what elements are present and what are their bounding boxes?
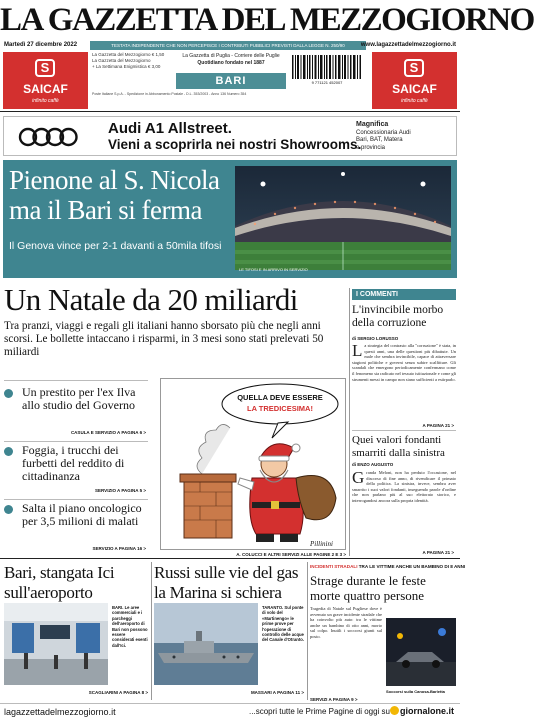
natale-deck: Tra pranzi, viaggi e regali gli italiani hanno sborsato più che negli anni scorsi. Le bollette intaccano i risparmi, in 3 mesi sono stati prelevati 50 miliardi bbox=[4, 320, 324, 358]
photo-caption: LE TIFOSI E IN ARRIVO IN SERVIZIO bbox=[239, 267, 308, 272]
divider bbox=[4, 441, 148, 442]
comment-text: a strategia del contrasto alla "corruzione" è stata, in questi anni, una delle questioni più dibattute. Un male che sembra invincibile, capace di attraversare stagioni politiche e governi senza subire scalfitture. Gli scandali che emergono periodicamente confermano come il fenomeno sia radicato nel tessuto istituzionale e come gli strumenti messi in campo non siano sufficienti a estirparlo. bbox=[352, 343, 457, 382]
dealer-name: Magnifica bbox=[356, 121, 389, 128]
page-ref: SERVIZIO A PAGINA 16 > bbox=[92, 546, 146, 551]
bari-lead-story[interactable] bbox=[3, 160, 457, 278]
newspaper-title[interactable]: LA GAZZETTA DEL MEZZOGIORNO bbox=[0, 2, 534, 38]
page-ref: SERVIZI A PAGINA 9 > bbox=[310, 697, 358, 702]
santa-cartoon-illustration bbox=[160, 378, 346, 550]
giornalone-link[interactable] bbox=[390, 706, 454, 716]
side-story-ilva[interactable] bbox=[4, 386, 148, 442]
natale-headline[interactable]: Un Natale da 20 miliardi bbox=[4, 282, 298, 317]
side-story-oncologico[interactable] bbox=[4, 502, 148, 556]
cartoonist-signature: Pillinini bbox=[310, 540, 333, 548]
stadium-photo bbox=[235, 166, 451, 270]
dealer-line: Bari, BAT, Matera bbox=[356, 137, 403, 143]
giornalone-label: giornalone.it bbox=[400, 706, 454, 716]
side-story-title[interactable]: Un prestito per l'ex Ilva allo studio del Governo bbox=[22, 385, 136, 412]
comment-body bbox=[352, 343, 456, 423]
price-line: + La Settimana Enigmistica € 3,00 bbox=[92, 64, 161, 69]
ici-summary: BARI. Le aree commerciali e i parcheggi dell'aeroporto di Bari non possono essere considerati esenti dall'Ici. bbox=[112, 605, 148, 648]
dealer-line: e provincia bbox=[356, 144, 386, 151]
comment-body bbox=[352, 470, 456, 552]
website-url[interactable]: www.lagazzettadelmezzogiorno.it bbox=[360, 42, 456, 48]
divider bbox=[4, 380, 148, 381]
dropcap: G bbox=[352, 468, 365, 487]
saicaf-logo-icon: S bbox=[404, 59, 424, 77]
price-line: La Gazzetta del Mezzogiorno bbox=[92, 58, 151, 63]
page-ref: A PAGINA 21 > bbox=[422, 550, 454, 555]
barcode-icon bbox=[292, 55, 362, 79]
kicker-text: TRA LE VITTIME ANCHE UN BAMBINO DI 8 ANNI bbox=[358, 564, 466, 569]
saicaf-logo-icon: S bbox=[35, 59, 55, 77]
russi-headline[interactable]: Russi sulle vie del gas la Marina si schiera bbox=[154, 563, 299, 602]
price-info bbox=[92, 52, 172, 70]
side-story-title[interactable]: Salta il piano oncologico per 3,5 milioni di malati bbox=[22, 501, 142, 528]
page-ref: SCAGLIARINI A PAGINA 8 > bbox=[88, 690, 148, 695]
independence-strip: TESTATA INDIPENDENTE CHE NON PERCEPISCE I CONTRIBUTI PUBBLICI PREVISTI DALLA LEGGE N. 250/90 bbox=[90, 41, 366, 50]
comment-author: di SERGIO LORUSSO bbox=[352, 336, 399, 341]
divider bbox=[0, 558, 460, 559]
issue-date: Martedì 27 dicembre 2022 bbox=[4, 42, 78, 48]
founded-line: Quotidiano fondato nel 1887 bbox=[197, 59, 265, 66]
column-divider bbox=[349, 288, 350, 556]
dealer-line: Concessionaria Audi bbox=[356, 129, 411, 136]
comment-text: randa Meloni, non ha perduto l'occasione, nel discorso di fine anno, di rivendicare il primato della politica. La sinistra, invece, sembra aver smarrito i suoi valori fondanti, inseguendo parole d'ordine che non parlano più al suo elettorato storico, e interrogandosi ancora sulla propria identità. bbox=[352, 470, 456, 503]
footer bbox=[0, 703, 460, 720]
strage-headline[interactable]: Strage durante le feste morte quattro persone bbox=[310, 573, 426, 603]
photo-caption: Soccorsi sulla Canosa-Barletta bbox=[386, 689, 445, 694]
saicaf-ad-right[interactable] bbox=[372, 52, 457, 109]
bari-headline[interactable]: Pienone al S. Nicola ma il Bari si ferma bbox=[9, 165, 220, 225]
page-ref: A PAGINA 21 > bbox=[422, 423, 454, 428]
page-ref: SERVIZIO A PAGINA 5 > bbox=[95, 488, 146, 493]
speech-line-1: QUELLA DEVE ESSERE bbox=[237, 393, 323, 402]
side-story-foggia[interactable] bbox=[4, 444, 148, 500]
saicaf-brand: SAICAF bbox=[392, 82, 437, 96]
dropcap: L bbox=[352, 341, 363, 360]
audi-ad-banner[interactable] bbox=[3, 116, 457, 156]
column-divider bbox=[151, 562, 152, 700]
ici-headline[interactable]: Bari, stangata Ici sull'aeroporto bbox=[4, 563, 115, 602]
saicaf-tagline: infinito caffè bbox=[401, 98, 428, 104]
barcode-number: 9 771121 452007 bbox=[311, 80, 343, 85]
bullet-icon bbox=[4, 447, 13, 456]
saicaf-tagline: infinito caffè bbox=[32, 98, 59, 104]
publisher-info bbox=[176, 53, 286, 66]
divider bbox=[4, 499, 148, 500]
postal-legal-line: Poste Italiane S.p.A. - Spedizione in Abbonamento Postale - D.L. 353/2003 - Anno 136 Numero 354 bbox=[92, 92, 247, 96]
bullet-icon bbox=[4, 505, 13, 514]
audi-rings-icon bbox=[18, 127, 88, 147]
audi-dealer bbox=[356, 121, 456, 152]
column-divider bbox=[307, 562, 308, 700]
divider bbox=[0, 111, 460, 112]
page-ref: CASULA E SERVIZIO A PAGINA 6 > bbox=[70, 430, 146, 435]
audi-subtitle: Vieni a scoprirla nei nostri Showrooms. bbox=[108, 137, 362, 152]
price-line: La Gazzetta del Mezzogiorno € 1,50 bbox=[92, 52, 165, 57]
divider bbox=[352, 430, 456, 431]
bullet-icon bbox=[4, 389, 13, 398]
strage-body: Tragedia di Natale sul Pugliese dove è avvenuto un grave incidente stradale che ha coinvolto più auto: tra le vittime anche un bambino di otto anni, morto sul colpo. Inutili i soccorsi giunti sul posto. bbox=[310, 606, 382, 639]
navy-ship-photo bbox=[154, 603, 258, 685]
speech-line-2: LA TREDICESIMA! bbox=[247, 404, 313, 413]
footer-promo: ...scopri tutte le Prime Pagine di oggi su bbox=[249, 707, 390, 716]
comment-author: di ENZO AUGUSTO bbox=[352, 462, 394, 467]
side-story-title[interactable]: Foggia, i trucchi dei furbetti del reddito di cittadinanza bbox=[22, 443, 125, 483]
russi-summary: TARANTO. Sul ponte di volo del «Martinengo» le prime prove per l'operazione di controllo delle acque del Canale d'Otranto. bbox=[262, 605, 304, 643]
page-ref: MASSARI A PAGINA 11 > bbox=[250, 690, 304, 695]
masthead bbox=[0, 0, 534, 40]
airport-photo bbox=[4, 603, 108, 685]
commenti-section-label: I COMMENTI bbox=[352, 289, 456, 300]
comment-title[interactable]: L'invincibile morbo della corruzione bbox=[352, 304, 444, 329]
footer-website-link[interactable]: lagazzettadelmezzogiorno.it bbox=[4, 707, 116, 717]
edition-label: BARI bbox=[176, 73, 286, 89]
accident-photo bbox=[386, 618, 456, 686]
kicker-category: INCIDENTI STRADALI bbox=[310, 564, 358, 569]
page-ref: A. COLUCCI E ALTRI SERVIZI ALLE PAGINE 2 E 3 > bbox=[236, 552, 346, 557]
strage-kicker bbox=[310, 564, 466, 569]
bari-subhead: Il Genova vince per 2-1 davanti a 50mila tifosi bbox=[9, 240, 222, 252]
audi-title: Audi A1 Allstreet. bbox=[108, 120, 232, 137]
comment-title[interactable]: Quei valori fondanti smarriti dalla sinistra bbox=[352, 434, 445, 459]
saicaf-ad-left[interactable] bbox=[3, 52, 88, 109]
saicaf-brand: SAICAF bbox=[23, 82, 68, 96]
publisher-line: La Gazzetta di Puglia - Corriere delle Puglie bbox=[182, 53, 280, 59]
giornalone-logo-icon bbox=[390, 706, 399, 715]
